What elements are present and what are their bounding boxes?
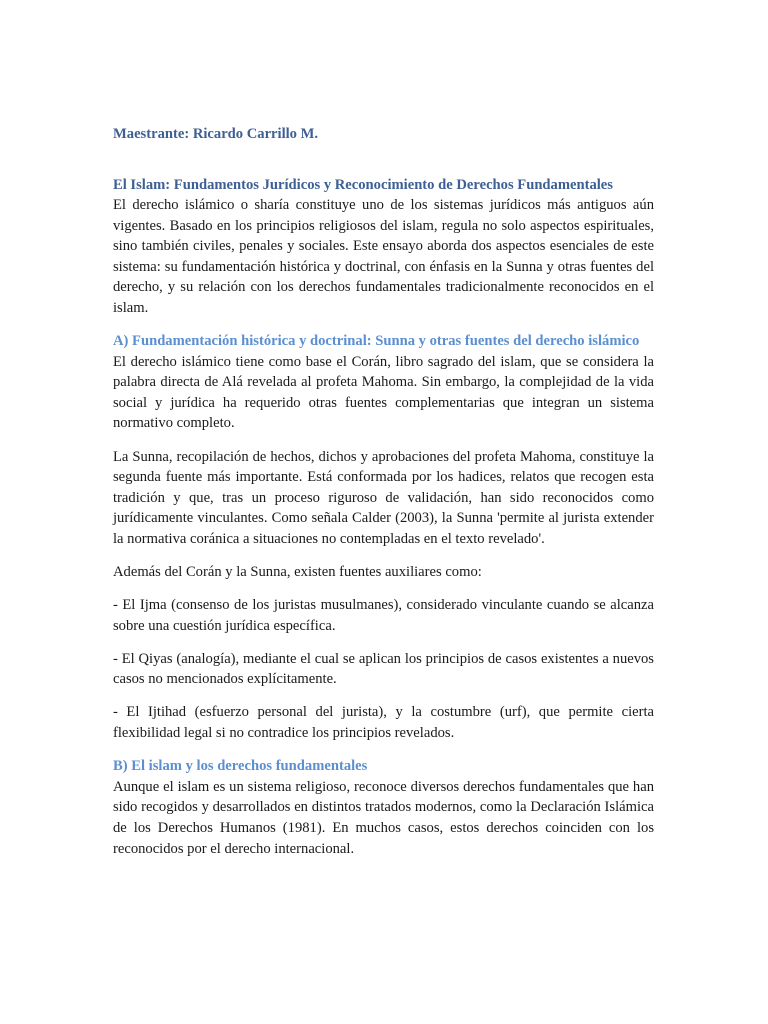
author-line: Maestrante: Ricardo Carrillo M. (113, 126, 319, 142)
section-a-paragraph-1: El derecho islámico tiene como base el Corán, libro sagrado del islam, que se considera la palabra directa de Alá revelada al profeta Mahoma. Sin embargo, la complejidad de la vida social y jurídica ha requerido otras fuentes complementarias que integran un sistema normativo completo. (113, 353, 654, 432)
section-a-list-item-qiyas: - El Qiyas (analogía), mediante el cual se aplican los principios de casos existentes a nuevos casos no mencionados explícitamente. (113, 650, 654, 688)
intro-paragraph: El derecho islámico o sharía constituye uno de los sistemas jurídicos más antiguos aún vigentes. Basado en los principios religiosos del islam, regula no solo aspectos espirituales, sino también civiles, penales y sociales. Este ensayo aborda dos aspectos esenciales de este sistema: su fundamentación histórica y doctrinal, con énfasis en la Sunna y otras fuentes del derecho, y su relación con los derechos fundamentales tradicionalmente reconocidos en el islam. (113, 197, 654, 316)
section-a-heading: A) Fundamentación histórica y doctrinal: Sunna y otras fuentes del derecho islámico (113, 333, 640, 350)
section-a-list-item-ijtihad: - El Ijtihad (esfuerzo personal del jurista), y la costumbre (urf), que permite cierta flexibilidad legal si no contradice los principios revelados. (113, 704, 654, 742)
section-a-paragraph-3: Además del Corán y la Sunna, existen fuentes auxiliares como: (113, 564, 482, 580)
section-b-paragraph-1: Aunque el islam es un sistema religioso, reconoce diversos derechos fundamentales que han sido recogidos y desarrollados en distintos tratados modernos, como la Declaración Islámica de los Derechos Humanos (1981). En muchos casos, estos derechos coinciden con los reconocidos por el derecho internacional. (113, 778, 654, 857)
document-title: El Islam: Fundamentos Jurídicos y Reconocimiento de Derechos Fundamentales (113, 177, 613, 193)
document-body (113, 195, 654, 872)
section-b-heading: B) El islam y los derechos fundamentales (113, 758, 368, 775)
section-a-paragraph-2: La Sunna, recopilación de hechos, dichos y aprobaciones del profeta Mahoma, constituye la segunda fuente más importante. Está conformada por los hadices, relatos que recogen esta tradición y que, tras un proceso riguroso de validación, han sido reconocidos como jurídicamente vinculantes. Como señala Calder (2003), la Sunna 'permite al jurista extender la normativa coránica a situaciones no contempladas en el texto revelado'. (113, 448, 654, 547)
section-a-list-item-ijma: - El Ijma (consenso de los juristas musulmanes), considerado vinculante cuando se alcanza sobre una cuestión jurídica específica. (113, 597, 654, 634)
